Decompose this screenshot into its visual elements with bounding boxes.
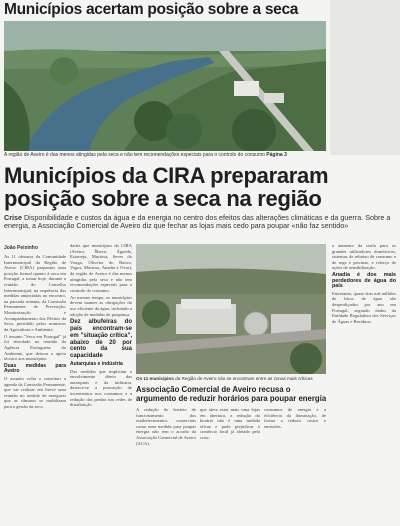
col4-p1: que afeta estar mais uma lojas em abertura, a redução do horário não é uma medida eficaz e pode prejudicar o comércio local já afetado pela crise. bbox=[200, 407, 260, 440]
col3-p1: A redução do horário de funcionamento dos estabelecimentos comerciais como uma medida para poupar energia não tem o acordo da Associação Comercial de Aveiro (ACA). bbox=[136, 407, 196, 446]
lead-label: Crise bbox=[4, 213, 22, 222]
column-3 bbox=[136, 407, 196, 524]
col6-p2: Entretanto, quase dois mil milhões de litros de água são desperdiçados por ano em Portugal, segundo dados da Entidade Reguladora dos Serviços de Águas e Resíduos. bbox=[332, 290, 396, 324]
col1-p3: O assunto volta a constituir a agenda da Comissão Permanente, que vai realizar em breve uma reunião no sentido de assegurar que as câmaras se mobilizam para a gestão da seca. bbox=[4, 375, 66, 409]
column-4 bbox=[200, 407, 260, 524]
sub-headline: Associação Comercial de Aveiro recusa o argumento de reduzir horários para poupar energia bbox=[136, 385, 327, 403]
column-5 bbox=[264, 407, 326, 524]
column-6 bbox=[332, 243, 396, 524]
col5-p1: consumos de energia e a eficiência da iluminação, de forma a reduzir custos e emissões. bbox=[264, 407, 326, 429]
col2-p1: dades que municípios da CIRA (Aveiro, Ílhavo, Águeda, Estarreja, Murtosa, Sever do Vouga, Oliveira do Bairro, Vagos, Murtosa, Anadia e Ovar), da região de Aveiro é das menos atingidas pela seca e não tem recomendações especiais para o controlo do consumo. bbox=[70, 243, 132, 293]
col2-subhead2: Autarquias e indústria bbox=[70, 361, 123, 367]
col1-subhead: Duas medidas para Aveiro bbox=[4, 362, 66, 375]
top-headline: Municípios acertam posição sobre a seca bbox=[4, 1, 299, 18]
lead bbox=[4, 214, 396, 230]
main-headline-line1: Municípios da CIRA prepararam bbox=[4, 163, 329, 188]
col2-p2: Ao mesmo tempo, os municípios devem manter as obrigações do uso eficiente da água, incluindo a adoção de medidas de poupança. bbox=[70, 294, 132, 317]
col6-subhead: Anadia é dos mais perdedores de água do país bbox=[332, 271, 396, 290]
main-headline-line2: posição sobre a seca na região bbox=[4, 186, 322, 211]
top-photo bbox=[4, 21, 326, 151]
col1-p1: As 11 câmaras da Comunidade Intermunicipal da Região de Aveiro (CIRA) preparam uma posição formal quanto à seca em Portugal, a tomar hoje, durante a reunião do Conselho Intermunicipal, na sequência das medidas anunciadas no encontro, na passada semana, da Comissão Permanente de Prevenção, Monitorização e Acompanhamento dos Efeitos da Seca, presidido pelos ministros da Agricultura e Ambiente. bbox=[4, 254, 66, 332]
middle-photo-caption: Os 11 municípios da Região de Aveiro não se encontram entre as zonas mais críticas bbox=[136, 376, 313, 381]
col1-p2: O assunto "Seca em Portugal" já foi abordado na reunião da Agência Portuguesa do Ambiente, que deixou o apoio técnico aos municípios. bbox=[4, 333, 66, 362]
top-caption: A região de Aveiro é das menos atingidas pela seca e não tem recomendações especiais para o controlo do consumo Página 3 bbox=[4, 152, 287, 158]
side-strip bbox=[330, 0, 400, 155]
col2-subhead: Dez albufeiras do país encontram-se em "situação crítica", abaixo de 20 por cento da sua capacidade bbox=[70, 319, 132, 360]
column-2 bbox=[70, 243, 132, 524]
lead-text: Disponibilidade e custos da água e da energia no centro dos efeitos das alterações climáticas e da guerra. Sobre a energia, a Associação Comercial de Aveiro diz que fechar as lojas mais cedo para poupar «não faz sentido» bbox=[4, 213, 391, 231]
author: João Peixinho bbox=[4, 245, 38, 251]
middle-photo bbox=[136, 244, 326, 374]
col2-p3: Das medidas que implicam o envolvimento direto das autarquias e da indústria, destaca-se a promoção de incrementos nos consumos e a redução das perdas nas redes de distribuição. bbox=[70, 368, 132, 408]
col6-p1: a aumento da tarifa para os grandes utilizadores domésticos, sistemas de rebaixo de consumo e de rega e piscinas, e reforço de ações de sensibilização. bbox=[332, 243, 396, 271]
column-1 bbox=[4, 254, 66, 524]
